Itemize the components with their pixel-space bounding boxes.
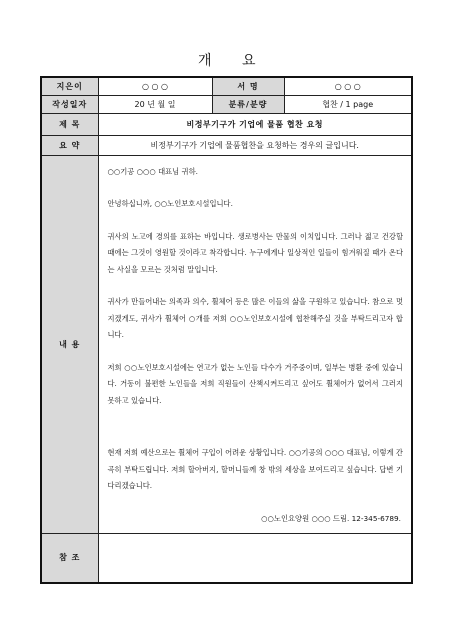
- summary-value: 비정부기구가 기업에 물품협찬을 요청하는 경우의 글입니다.: [98, 135, 412, 155]
- greeting-text: ○○기공 ○○○ 대표님 귀하.: [107, 166, 198, 176]
- notes-label: 참 조: [41, 533, 98, 583]
- paragraph-3: 저희 ○○노인보호시설에는 연고가 없는 노인들 다수가 거주중이며, 일부는 병환 중에 있습니다. 거동이 불편한 노인들을 저희 직원들이 산책시켜드리고 싶어도 휠체어가 없어서 그러지 못하고 있습니다.: [107, 362, 403, 405]
- category-label: 분류/분량: [212, 95, 284, 113]
- subject-label: 제 목: [41, 113, 98, 135]
- paragraph-1: 귀사의 노고에 경의를 표하는 바입니다. 생로병사는 만물의 이치입니다. 그러나 젊고 건강할 때에는 그것이 영원할 것이라고 착각합니다. 누구에게나 일상적인 일들이 힘겨워질 때가 온다는 사실을 모르는 것처럼 말입니다.: [107, 231, 403, 274]
- writer-label: 지은이: [41, 77, 98, 95]
- content-label: 내 용: [41, 155, 98, 533]
- overview-form-table: [40, 76, 413, 584]
- signature-line: ○○노인요양원 ○○○ 드림. 12-345-6789.: [261, 513, 401, 523]
- notes-value: [98, 533, 412, 583]
- date-label: 작성일자: [41, 95, 98, 113]
- summary-label: 요 약: [41, 135, 98, 155]
- date-value: 20 년 월 일: [98, 95, 212, 113]
- subject-value: 비정부기구가 기업에 물품 협찬 요청: [98, 113, 412, 135]
- hello-text: 안녕하십니까, ○○노인보호시설입니다.: [107, 199, 233, 208]
- title-char-1: 개: [198, 53, 214, 69]
- writer-value: ○ ○ ○: [98, 77, 212, 95]
- title-char-2: 요: [242, 53, 258, 69]
- category-value: 협찬 / 1 page: [284, 95, 412, 113]
- content-body: [98, 155, 412, 533]
- signature-label: 서 명: [212, 77, 284, 95]
- paragraph-2: 귀사가 만들어내는 의족과 의수, 휠체어 등은 많은 이들의 삶을 구원하고 있습니다. 참으로 멋지겠게도, 귀사가 휠체어 ○개를 저희 ○○노인보호시설에 협찬해주실 것을 부탁드리고자 합니다.: [107, 297, 403, 339]
- signature-value: ○ ○ ○: [284, 77, 412, 95]
- paragraph-4: 현재 저희 예산으로는 휠체어 구입이 어려운 상황입니다. ○○기공의 ○○○ 대표님, 이렇게 간곡히 부탁드립니다. 저희 할아버지, 할머니들께 창 밖의 세상을 보여드리고 싶습니다. 답변 기다리겠습니다.: [107, 448, 403, 490]
